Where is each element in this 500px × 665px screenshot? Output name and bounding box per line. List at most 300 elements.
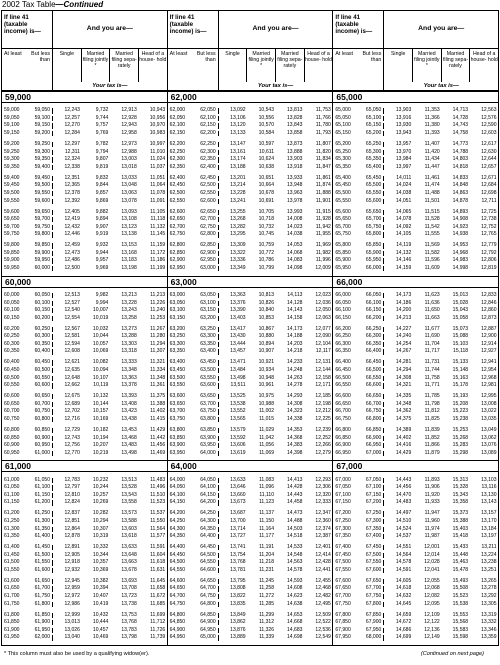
table-row [333,116,498,121]
at-least-cell: 67,150 [335,499,351,506]
table-row [2,176,167,181]
married-separately-tax-cell: 13,183 [121,257,137,264]
table-row [2,545,167,550]
head-of-household-tax-cell: 12,198 [315,400,331,407]
income-block [168,91,333,276]
married-separately-tax-cell: 15,493 [452,577,469,584]
table-row [168,176,333,181]
single-tax-cell: 13,484 [230,367,246,374]
but-less-than-cell: 59,700 [27,217,53,222]
but-less-than-cell: 62,050 [193,108,219,113]
head-of-household-tax-cell: 12,333 [315,499,331,506]
married-separately-tax-cell: 14,773 [452,141,469,148]
at-least-cell: 65,850 [335,249,351,256]
but-less-than-cell: 64,750 [193,594,219,599]
married-jointly-tax-cell: 11,339 [258,634,275,641]
head-of-household-tax-cell: 12,522 [315,619,331,626]
married-jointly-tax-cell: 11,528 [424,216,440,223]
single-tax-cell: 14,375 [395,415,412,422]
single-tax-cell: 14,173 [395,291,412,298]
married-separately-tax-cell: 14,263 [287,374,303,381]
single-tax-cell: 14,483 [395,499,412,506]
but-less-than-cell: 61,400 [27,534,53,539]
head-of-household-tax-cell: 12,252 [315,434,331,441]
but-less-than-cell: 67,350 [358,527,384,532]
married-jointly-tax-cell: 11,272 [258,593,275,600]
but-less-than-cell: 61,150 [27,493,53,498]
at-least-cell: 63,900 [169,442,186,449]
but-less-than-cell: 64,200 [193,500,219,505]
married-separately-tax-cell: 12,943 [121,122,137,129]
but-less-than-cell: 65,800 [358,232,384,237]
single-tax-cell: 13,592 [230,434,246,441]
row-group [2,291,167,324]
single-tax-cell: 12,500 [64,265,80,272]
at-least-cell: 65,350 [335,163,351,170]
head-of-household-tax-cell: 12,279 [315,449,331,456]
married-jointly-tax-cell: 9,819 [95,163,109,170]
row-group [168,291,333,324]
married-jointly-tax-cell: 9,944 [95,249,109,256]
single-tax-cell: 12,392 [64,197,80,204]
table-row [2,334,167,339]
single-label: Single [390,51,406,57]
married-separately-tax-cell: 15,508 [452,585,469,592]
row-group [333,207,498,240]
married-jointly-tax-cell: 10,705 [258,208,275,215]
married-separately-tax-cell: 15,148 [452,367,469,374]
married-jointly-tax-cell: 11,056 [258,442,275,449]
single-tax-cell: 13,849 [230,611,246,618]
row-group [333,610,498,643]
header-bottom [168,48,333,90]
head-of-household-tax-cell: 13,157 [481,510,497,517]
single-tax-cell: 13,013 [64,619,80,626]
at-least-cell: 60,750 [4,415,20,422]
married-jointly-tax-cell: 11,663 [424,314,440,321]
but-less-than-cell: 64,300 [193,519,219,524]
married-jointly-tax-cell: 11,839 [424,426,440,433]
married-separately-tax-cell: 13,543 [121,491,137,498]
single-tax-cell: 12,486 [64,257,80,264]
but-less-than-cell: 61,750 [27,594,53,599]
at-least-cell: 67,600 [335,577,351,584]
married-separately-tax-cell: 15,358 [452,499,469,506]
married-jointly-tax-cell: 10,057 [92,340,109,347]
but-less-than-cell: 61,300 [27,519,53,524]
row-group [333,106,498,139]
head-of-household-tax-cell: 11,982 [315,249,331,256]
single-tax-cell: 12,540 [64,307,80,314]
table-row [168,545,333,550]
married-jointly-tax-cell: 10,094 [92,367,109,374]
single-tax-cell: 14,618 [395,585,412,592]
at-least-cell: 61,150 [4,499,20,506]
but-less-than-cell: 65,900 [358,251,384,256]
at-least-cell: 60,800 [4,426,20,433]
married-jointly-tax-cell: 11,812 [424,408,440,415]
table-row [168,409,333,414]
income-label: If line 41 (taxable income) is— [2,11,53,48]
married-jointly-tax-cell: 11,150 [258,517,275,524]
married-jointly-tax-cell: 10,232 [92,476,109,483]
table-row [168,183,333,188]
married-separately-tax-cell: 14,488 [287,517,303,524]
single-tax-cell: 13,363 [230,291,246,298]
but-less-than-cell: 60,450 [27,360,53,365]
single-tax-cell: 13,498 [230,374,246,381]
but-less-than-cell: 67,950 [358,628,384,633]
but-less-than-cell: 65,100 [358,116,384,121]
at-least-cell: 67,850 [335,619,351,626]
at-least-cell: 59,450 [4,182,20,189]
but-less-than-cell: 66,150 [358,308,384,313]
income-block [168,276,333,461]
but-less-than-cell: 60,350 [27,342,53,347]
table-row [2,602,167,607]
head-of-household-tax-cell: 10,983 [149,130,166,137]
head-of-household-tax-cell: 12,023 [315,291,331,298]
married-separately-tax-cell: 14,338 [287,415,303,422]
head-of-household-tax-cell: 13,197 [481,533,497,540]
table-row [168,493,333,498]
your-tax-is-label: Your tax is— [257,83,294,89]
at-least-cell: 63,150 [169,314,186,321]
single-tax-cell: 14,186 [395,299,412,306]
single-tax-cell: 13,471 [230,359,246,366]
married-jointly-tax-cell: 11,744 [424,367,440,374]
married-jointly-tax-cell: 11,987 [424,533,440,540]
table-row [333,519,498,524]
married-separately-tax-cell: 13,843 [287,122,303,129]
married-separately-tax-cell: 13,978 [287,197,303,204]
table-row [2,511,167,516]
but-less-than-cell: 63,800 [193,417,219,422]
at-least-cell: 61,450 [4,551,20,558]
head-of-household-tax-cell: 12,752 [481,223,497,230]
married-separately-tax-cell: 14,188 [287,333,303,340]
married-jointly-tax-cell: 10,638 [258,163,275,170]
head-of-household-tax-cell: 12,171 [315,382,331,389]
head-of-household-tax-cell: 13,143 [481,499,497,506]
single-tax-cell: 13,795 [230,577,246,584]
married-separately-tax-cell: 14,863 [452,189,469,196]
married-jointly-tax-cell: 10,691 [258,197,275,204]
married-separately-tax-cell: 14,278 [287,382,303,389]
but-less-than-cell: 63,150 [193,308,219,313]
table-row [2,108,167,113]
table-row [333,376,498,381]
single-tax-cell: 14,564 [395,551,412,558]
married-jointly-tax-cell: 10,853 [258,314,275,321]
at-least-cell: 63,250 [169,333,186,340]
but-less-than-cell: 65,050 [358,108,384,113]
at-least-cell: 62,950 [169,265,186,272]
row-group [333,324,498,357]
head-of-household-tax-cell: 12,158 [315,374,331,381]
at-least-cell: 59,800 [4,242,20,249]
single-tax-cell: 14,416 [395,442,412,449]
but-less-than-cell: 63,100 [193,301,219,306]
but-less-than-cell: 67,700 [358,586,384,591]
married-jointly-tax-cell: 11,569 [424,242,440,249]
table-row [2,308,167,313]
single-tax-cell: 13,606 [230,442,246,449]
income-block [2,460,167,645]
head-of-household-tax-cell: 11,172 [150,249,166,256]
single-tax-cell: 13,903 [395,107,412,114]
single-tax-cell: 13,957 [395,141,412,148]
married-jointly-tax-cell: 11,866 [424,442,440,449]
at-least-cell: 67,100 [335,491,351,498]
block-heading: 67,000 [333,461,498,472]
table-row [333,428,498,433]
but-less-than-cell: 65,300 [358,150,384,155]
table-row [2,428,167,433]
head-of-household-tax-cell: 13,049 [481,426,497,433]
head-of-household-tax-cell: 12,927 [481,348,497,355]
single-tax-cell: 14,699 [395,634,412,641]
but-less-than-cell: 62,900 [193,251,219,256]
table-row [168,500,333,505]
income-block [2,276,167,461]
married-separately-tax-cell: 15,328 [452,484,469,491]
but-less-than-cell: 66,850 [358,428,384,433]
at-least-cell: 59,500 [4,189,20,196]
at-least-cell: 66,350 [335,348,351,355]
head-of-household-tax-cell: 12,684 [481,182,497,189]
row-group [333,358,498,391]
head-of-household-tax-cell: 12,131 [315,359,331,366]
married-separately-tax-cell: 14,638 [287,600,303,607]
single-tax-cell: 12,945 [64,577,80,584]
single-tax-cell: 13,228 [230,189,246,196]
married-jointly-tax-cell: 11,245 [258,577,275,584]
but-less-than-cell: 63,550 [193,376,219,381]
single-tax-cell: 13,984 [395,156,412,163]
single-tax-cell: 12,365 [64,182,80,189]
married-separately-tax-cell: 13,933 [287,174,303,181]
married-separately-tax-cell: 13,558 [121,499,137,506]
at-least-cell: 64,000 [169,476,186,483]
table-row [2,368,167,373]
married-separately-tax-cell: 13,393 [121,393,137,400]
single-tax-cell: 13,565 [230,415,246,422]
single-tax-cell: 12,932 [64,566,80,573]
married-jointly-tax-cell: 11,582 [424,249,440,256]
married-jointly-tax-cell: 10,799 [258,265,275,272]
at-least-cell: 61,900 [4,626,20,633]
table-row [2,443,167,448]
married-separately-tax-cell: 14,008 [287,216,303,223]
but-less-than-cell: 67,450 [358,545,384,550]
but-less-than-cell: 64,650 [193,579,219,584]
page-title [2,0,103,10]
row-group [168,140,333,173]
but-less-than-cell: 65,500 [358,183,384,188]
married-separately-tax-cell: 13,498 [121,449,137,456]
single-tax-cell: 13,120 [230,122,246,129]
single-tax-cell: 13,997 [395,163,412,170]
single-tax-cell: 12,959 [64,585,80,592]
but-less-than-cell: 62,150 [193,123,219,128]
row-group [168,426,333,459]
married-separately-tax-cell: 14,023 [287,223,303,230]
but-less-than-cell: 59,350 [27,157,53,162]
at-least-cell: 63,500 [169,374,186,381]
table-row [168,210,333,215]
but-less-than-cell: 59,400 [27,165,53,170]
income-block [2,91,167,276]
at-least-cell: 63,600 [169,393,186,400]
but-less-than-cell: 59,550 [27,191,53,196]
married-jointly-tax-cell: 11,258 [258,585,275,592]
head-of-household-tax-cell: 12,549 [315,634,331,641]
married-jointly-tax-cell: 11,677 [424,325,440,332]
single-tax-cell: 13,876 [230,626,246,633]
single-tax-cell: 14,497 [395,510,412,517]
single-tax-cell: 13,417 [230,325,246,332]
married-separately-tax-cell: 14,953 [452,242,469,249]
at-least-cell: 67,400 [335,544,351,551]
single-tax-cell: 14,308 [395,374,412,381]
married-jointly-tax-cell: 10,786 [258,257,275,264]
head-of-household-tax-cell: 13,103 [481,476,497,483]
married-separately-tax-cell: 14,068 [287,249,303,256]
single-tax-cell: 12,648 [64,374,80,381]
married-jointly-tax-cell: 9,732 [95,107,109,114]
head-of-household-tax-cell: 11,510 [150,491,166,498]
but-less-than-cell: 62,500 [193,183,219,188]
married-separately-tax-cell: 13,078 [121,197,137,204]
head-of-household-tax-cell: 13,319 [481,611,497,618]
married-separately-tax-cell: 14,173 [287,325,303,332]
table-row [2,500,167,505]
table-row [2,436,167,441]
but-less-than-cell: 60,650 [27,394,53,399]
married-jointly-tax-cell: 10,119 [93,382,109,389]
head-of-household-tax-cell: 11,064 [150,182,166,189]
head-of-household-tax-cell: 11,645 [150,577,166,584]
at-least-cell: 60,250 [4,333,20,340]
head-of-household-tax-cell: 12,563 [481,107,497,114]
married-jointly-tax-cell: 10,880 [258,333,275,340]
continued-note: (Continued on next page) [420,651,484,657]
married-jointly-tax-cell: 9,744 [95,114,109,121]
head-of-household-tax-cell: 11,942 [315,223,331,230]
head-of-household-tax-cell: 11,307 [150,348,166,355]
row-group [168,173,333,206]
table-row [333,553,498,558]
married-separately-tax-cell: 14,608 [287,585,303,592]
but-less-than-cell: 63,350 [193,342,219,347]
but-less-than-cell: 60,900 [27,436,53,441]
married-separately-tax-cell: 13,828 [287,114,303,121]
married-separately-tax-cell: 13,648 [121,551,137,558]
table-row [333,594,498,599]
single-tax-cell: 14,321 [395,382,412,389]
married-separately-tax-cell: 13,048 [121,182,137,189]
married-separately-tax-cell: 13,918 [287,163,303,170]
table-row [333,142,498,147]
married-separately-tax-cell: 15,343 [452,491,469,498]
block-heading: 63,000 [168,277,333,288]
at-least-cell: 62,850 [169,249,186,256]
head-of-household-tax-cell: 11,658 [150,585,166,592]
single-tax-cell: 12,621 [64,359,80,366]
head-of-household-tax-cell: 13,062 [481,434,497,441]
but-less-than-cell: 63,500 [193,368,219,373]
at-least-cell: 62,600 [169,208,186,215]
at-least-cell: 61,350 [4,533,20,540]
head-of-household-tax-cell: 11,348 [150,374,166,381]
single-tax-cell: 13,660 [230,491,246,498]
head-of-household-tax-cell: 12,374 [315,525,331,532]
head-of-household-tax-cell: 11,793 [315,130,331,137]
head-of-household-tax-cell: 12,144 [315,367,331,374]
head-of-household-tax-cell: 12,833 [481,291,497,298]
married-separately-tax-cell: 14,218 [287,348,303,355]
married-jointly-label: Married filing jointly * [412,49,441,82]
your-tax-is-label: Your tax is— [423,83,459,89]
married-jointly-tax-cell: 10,907 [258,348,275,355]
table-row [168,451,333,456]
at-least-cell: 63,700 [169,408,186,415]
row-group [168,241,333,274]
table-row [2,586,167,591]
married-jointly-tax-cell: 10,988 [258,400,275,407]
at-least-cell: 66,250 [335,333,351,340]
but-less-than-cell: 66,450 [358,360,384,365]
at-least-cell: 60,300 [4,340,20,347]
at-least-cell: 59,400 [4,174,20,181]
single-tax-cell: 13,889 [230,634,246,641]
single-tax-cell: 14,105 [395,231,412,238]
single-tax-cell: 14,429 [395,449,412,456]
table-row [168,334,333,339]
married-separately-tax-cell: 13,858 [287,130,303,137]
at-least-cell: 64,250 [169,517,186,524]
married-separately-tax-cell: 14,413 [287,476,303,483]
head-of-household-tax-cell: 12,738 [481,216,497,223]
married-jointly-tax-cell: 12,055 [424,577,440,584]
but-less-than-cell: 62,650 [193,210,219,215]
married-separately-tax-cell: 15,433 [452,544,469,551]
at-least-cell: 64,050 [169,484,186,491]
at-least-cell: 66,150 [335,314,351,321]
at-least-cell: 66,450 [335,367,351,374]
table-row [333,436,498,441]
but-less-than-cell: 67,300 [358,519,384,524]
row-group [168,324,333,357]
married-jointly-tax-cell: 10,961 [258,382,275,389]
footnote: * This column must also be used by a qualifying widow(er). [4,651,150,657]
head-of-household-tax-cell: 13,346 [481,626,497,633]
table-row [2,157,167,162]
married-jointly-tax-cell: 10,069 [92,348,109,355]
table-row [333,586,498,591]
married-jointly-tax-cell: 10,867 [258,325,275,332]
married-jointly-tax-cell: 10,307 [92,525,109,532]
head-of-household-tax-cell: 12,482 [315,593,331,600]
married-separately-tax-cell: 14,623 [287,593,303,600]
but-less-than-cell: 63,950 [193,443,219,448]
married-separately-tax-cell: 15,178 [452,382,469,389]
married-jointly-tax-cell: 11,785 [424,393,440,400]
married-jointly-tax-cell: 11,326 [258,626,275,633]
married-jointly-tax-cell: 11,879 [424,449,440,456]
married-jointly-tax-cell: 11,110 [259,491,275,498]
